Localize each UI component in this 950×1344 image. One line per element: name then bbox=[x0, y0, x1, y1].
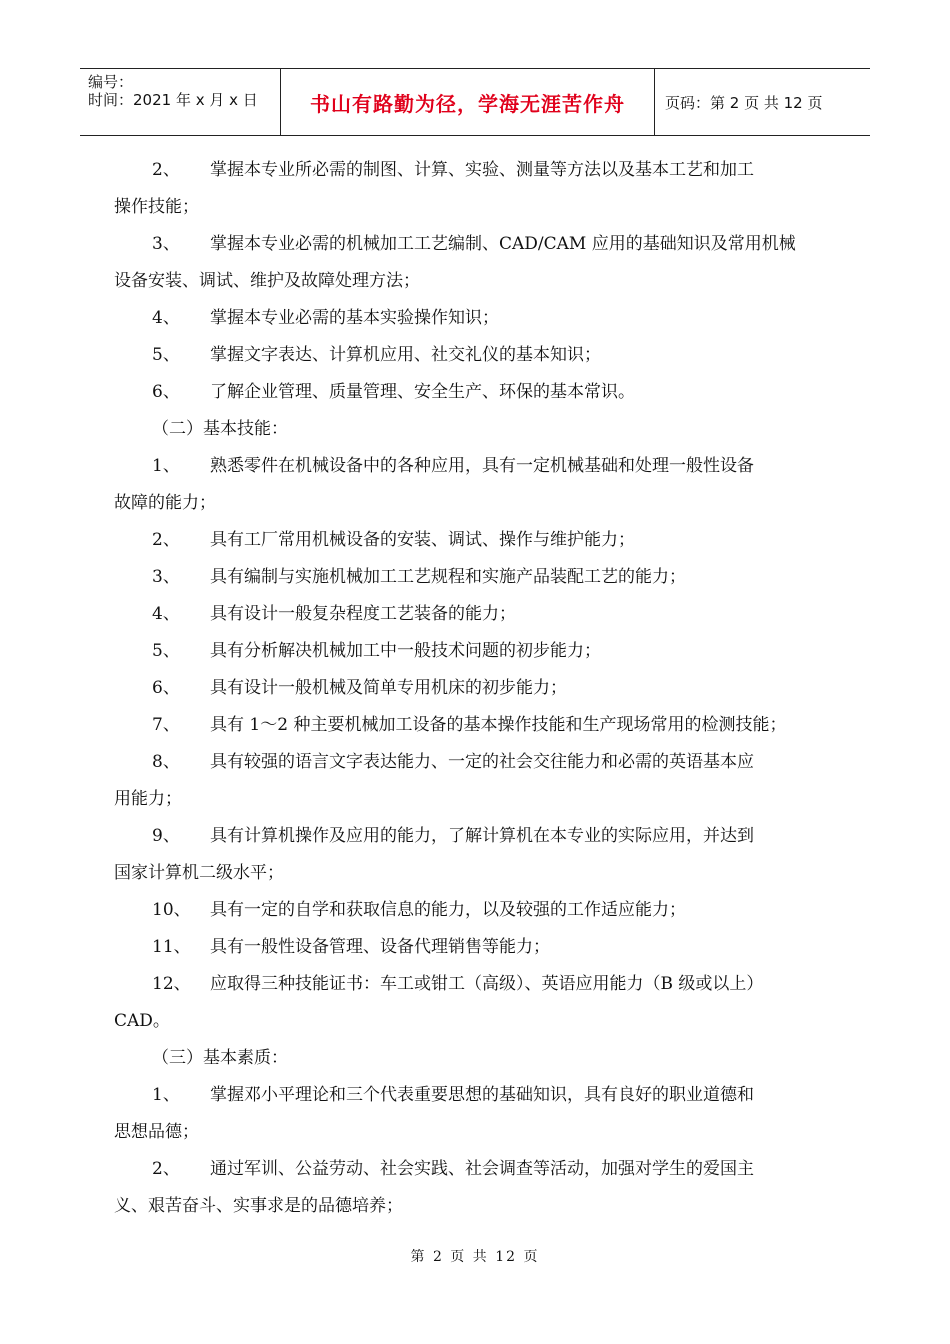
item-text: 掌握本专业必需的基本实验操作知识； bbox=[210, 308, 499, 328]
header-page-info: 页码：第 2 页 共 12 页 bbox=[665, 93, 823, 112]
knowledge-item-6 bbox=[114, 374, 840, 411]
item-text: 掌握邓小平理论和三个代表重要思想的基础知识，具有良好的职业道德和 bbox=[210, 1085, 754, 1105]
item-text: 了解企业管理、质量管理、安全生产、环保的基本常识。 bbox=[210, 382, 635, 402]
item-number: 9、 bbox=[152, 826, 180, 846]
document-body bbox=[114, 152, 840, 1225]
item-text: 掌握本专业必需的机械加工工艺编制、CAD/CAM 应用的基础知识及常用机械 bbox=[210, 234, 796, 254]
section-heading-qualities: （三）基本素质： bbox=[152, 1048, 288, 1068]
item-text: 具有一般性设备管理、设备代理销售等能力； bbox=[210, 937, 550, 957]
item-text: 具有 1～2 种主要机械加工设备的基本操作技能和生产现场常用的检测技能； bbox=[210, 715, 787, 735]
section-heading-skills: （二）基本技能： bbox=[152, 419, 288, 439]
item-number: 1、 bbox=[152, 456, 180, 476]
item-text: 通过军训、公益劳动、社会实践、社会调查等活动，加强对学生的爱国主 bbox=[210, 1159, 754, 1179]
item-text: 具有分析解决机械加工中一般技术问题的初步能力； bbox=[210, 641, 601, 661]
skill-item-6 bbox=[114, 670, 840, 707]
knowledge-item-3 bbox=[114, 226, 840, 263]
item-number: 1、 bbox=[152, 1085, 180, 1105]
header-motto: 书山有路勤为径，学海无涯苦作舟 bbox=[280, 69, 655, 135]
item-text: 应取得三种技能证书：车工或钳工（高级）、英语应用能力（B 级或以上） bbox=[210, 974, 764, 994]
item-text: 具有工厂常用机械设备的安装、调试、操作与维护能力； bbox=[210, 530, 635, 550]
skill-item-11 bbox=[114, 929, 840, 966]
item-number: 5、 bbox=[152, 641, 180, 661]
item-number: 12、 bbox=[152, 974, 191, 994]
skill-item-4 bbox=[114, 596, 840, 633]
item-text: 掌握本专业所必需的制图、计算、实验、测量等方法以及基本工艺和加工 bbox=[210, 160, 754, 180]
skill-item-1 bbox=[114, 448, 840, 485]
item-text: 具有计算机操作及应用的能力，了解计算机在本专业的实际应用，并达到 bbox=[210, 826, 754, 846]
item-number: 2、 bbox=[152, 160, 180, 180]
skill-item-9-cont: 国家计算机二级水平； bbox=[114, 863, 284, 883]
skill-item-8 bbox=[114, 744, 840, 781]
item-text: 具有设计一般机械及简单专用机床的初步能力； bbox=[210, 678, 567, 698]
page-header bbox=[80, 68, 870, 136]
knowledge-item-4 bbox=[114, 300, 840, 337]
quality-item-1-cont: 思想品德； bbox=[114, 1122, 199, 1142]
skill-item-2 bbox=[114, 522, 840, 559]
quality-item-2-cont: 义、艰苦奋斗、实事求是的品德培养； bbox=[114, 1196, 403, 1216]
quality-item-1 bbox=[114, 1077, 840, 1114]
item-number: 7、 bbox=[152, 715, 180, 735]
item-text: 熟悉零件在机械设备中的各种应用，具有一定机械基础和处理一般性设备 bbox=[210, 456, 754, 476]
skill-item-1-cont: 故障的能力； bbox=[114, 493, 216, 513]
item-text: 掌握文字表达、计算机应用、社交礼仪的基本知识； bbox=[210, 345, 601, 365]
knowledge-item-3-cont: 设备安装、调试、维护及故障处理方法； bbox=[114, 271, 420, 291]
skill-item-8-cont: 用能力； bbox=[114, 789, 182, 809]
knowledge-item-2-cont: 操作技能； bbox=[114, 197, 199, 217]
skill-item-7 bbox=[114, 707, 840, 744]
header-meta bbox=[80, 69, 280, 135]
doc-date-label: 时间：2021 年 x 月 x 日 bbox=[88, 91, 258, 109]
quality-item-2 bbox=[114, 1151, 840, 1188]
item-number: 8、 bbox=[152, 752, 180, 772]
item-text: 具有一定的自学和获取信息的能力，以及较强的工作适应能力； bbox=[210, 900, 686, 920]
knowledge-item-5 bbox=[114, 337, 840, 374]
item-text: 具有设计一般复杂程度工艺装备的能力； bbox=[210, 604, 516, 624]
item-number: 6、 bbox=[152, 678, 180, 698]
item-number: 6、 bbox=[152, 382, 180, 402]
item-number: 10、 bbox=[152, 900, 191, 920]
item-number: 2、 bbox=[152, 530, 180, 550]
skill-item-3 bbox=[114, 559, 840, 596]
doc-number-label: 编号： bbox=[88, 73, 134, 91]
item-number: 2、 bbox=[152, 1159, 180, 1179]
skill-item-9 bbox=[114, 818, 840, 855]
page-footer: 第 2 页 共 12 页 bbox=[410, 1249, 540, 1265]
item-number: 3、 bbox=[152, 234, 180, 254]
item-number: 3、 bbox=[152, 567, 180, 587]
item-text: 具有编制与实施机械加工工艺规程和实施产品装配工艺的能力； bbox=[210, 567, 686, 587]
item-number: 4、 bbox=[152, 604, 180, 624]
item-number: 4、 bbox=[152, 308, 180, 328]
skill-item-12-cont: CAD。 bbox=[114, 1011, 170, 1031]
skill-item-12 bbox=[114, 966, 840, 1003]
item-number: 11、 bbox=[152, 937, 191, 957]
item-text: 具有较强的语言文字表达能力、一定的社会交往能力和必需的英语基本应 bbox=[210, 752, 754, 772]
skill-item-10 bbox=[114, 892, 840, 929]
item-number: 5、 bbox=[152, 345, 180, 365]
skill-item-5 bbox=[114, 633, 840, 670]
knowledge-item-2 bbox=[114, 152, 840, 189]
